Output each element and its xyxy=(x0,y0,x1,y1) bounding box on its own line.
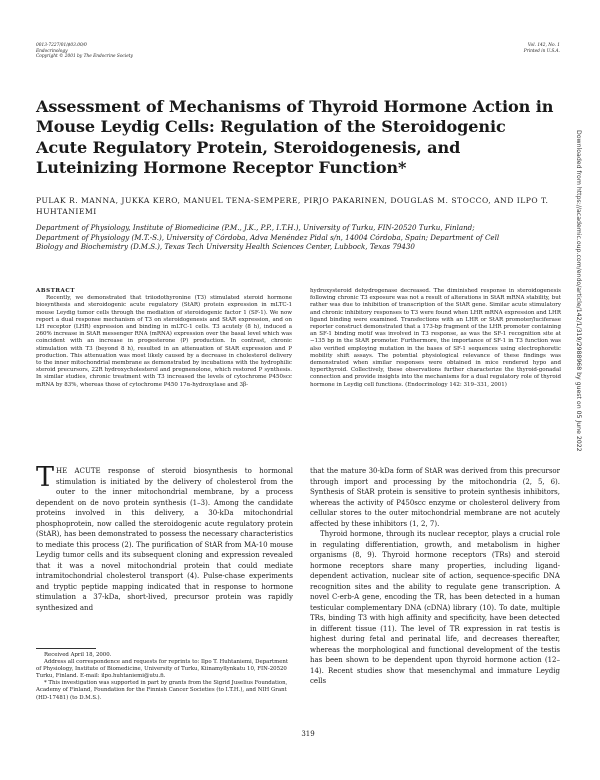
footnote-divider xyxy=(36,648,96,649)
copyright-line: Copyright © 2001 by The Endocrine Society xyxy=(36,54,133,60)
correspondence-note: Address all correspondence and requests for reprints to: Ilpo T. Huhtaniemi, Department of Physiology, Institute of Biomedicine, University of Turku, Kiinamyllynkatu 10, FIN-20520 Turku, Finland. E-mail: ilpo.huhtaniemi@utu.fi. xyxy=(36,659,289,680)
issn-line: 0013-7227/01/$03.00/0 xyxy=(36,43,87,48)
drop-cap: T xyxy=(36,462,55,493)
abstract-heading: ABSTRACT xyxy=(36,288,76,294)
abstract-text-left: Recently, we demonstrated that triiodothyronine (T3) stimulated steroid hormone biosynthesis and steroidogenic acute regulatory (StAR) protein expression in mLTC-1 mouse Leydig tumor cells through the mediation of steroidogenic factor 1 (SF-1). We now report a dual response mechanism of T3 on steroidogenesis and StAR expression, and on LH receptor (LHR) expression and binding in mLTC-1 cells. T3 acutely (8 h), induced a 260% increase in StAR messenger RNA (mRNA) expression over the basal level which was coincident with an increase in progesterone (P) production. In contrast, chronic stimulation with T3 (beyond 8 h), resulted in an attenuation of StAR expression and P production. This attenuation was most likely caused by a decrease in cholesterol delivery to the inner mitochondrial membrane as demonstrated by incubations with the hydrophilic steroid precursors, 22R hydroxycholesterol and pregnenolone, which restored P synthesis. In similar studies, chronic treatment with T3 increased the levels of cytochrome P450scc mRNA by 83%, whereas those of cytochrome P450 17α-hydroxylase and 3β- xyxy=(36,295,292,388)
funding-note: * This investigation was supported in part by grants from the Sigrid Juselius Foundation, Academy of Finland, Foundation for the Finnish Cancer Societies (to I.T.H.), and NIH Grant (HD-17481) (to D.M.S.). xyxy=(36,680,288,701)
running-header-right xyxy=(360,43,560,54)
running-header-left xyxy=(36,43,296,60)
footnotes xyxy=(36,652,293,702)
affiliations: Department of Physiology, Institute of Biomedicine (P.M., J.K., P.P., I.T.H.), University of Turku, FIN-20520 Turku, Finland; Department of Physiology (M.T.-S.), University of Córdoba, Adva Menéndez Pidal s/n, 14004 Córdoba, Spain; Department of Cell Biology and Biochemistry (D.M.S.), Texas Tech University Health Sciences Center, Lubbock, Texas 79430 xyxy=(36,223,500,252)
journal-name: Endocrinology xyxy=(36,48,68,54)
body-paragraph-1: that the mature 30-kDa form of StAR was derived from this precursor through import and processing by the mitochondria (2, 5, 6). Synthesis of StAR protein is sensitive to protein synthesis inhibitors, whereas the activity of P450scc enzyme or cholesterol delivery from cellular stores to the outer mitochondrial membrane are not acutely affected by these inhibitors (1, 2, 7). xyxy=(310,467,560,528)
body-paragraph-2: Thyroid hormone, through its nuclear receptor, plays a crucial role in regulating differentiation, growth, and metabolism in higher organisms (8, 9). Thyroid hormone receptors (TRs) and steroid hormone receptors share many properties, including ligand-dependent activation, nuclear site of action, sequence-specific DNA recognition sites and the ability to regulate gene transcription. A novel C-erb-A gene, encoding the TR, has been detected in a human testicular complementary DNA (cDNA) library (10). To date, multiple TRs, binding T3 with high affinity and specificity, have been detected in different tissue (11). The level of TR expression in rat testis is highest during fetal and perinatal life, and decreases thereafter, whereas the morphological and functional development of the testis has been shown to be dependent upon thyroid hormone action (12–14). Recent studies show that mesenchymal and immature Leydig cells xyxy=(310,530,560,685)
download-watermark xyxy=(572,130,584,750)
abstract-right-column: hydroxysteroid dehydrogenase decreased. The diminished response in steroidogenesis following chronic T3 exposure was not a result of alterations in StAR mRNA stability, but rather was due to inhibition of transcription of the StAR gene. Similar acute stimulatory and chronic inhibitory responses to T3 were found when LHR mRNA expression and LHR ligand binding were examined. Transfections with an LHR or StAR promoter/luciferase reporter construct demonstrated that a 173-bp fragment of the LHR promoter containing an SF-1 binding motif was involved in T3 response, as was the SF-1 recognition site at −135 bp in the StAR promoter. Furthermore, the importance of SF-1 in T3 function was also verified employing mutation in the bases of SF-1 sequences using electrophoretic mobility shift assays. The potential physiological relevance of these findings was demonstrated when similar responses were obtained in mice rendered hypo and hyperthyroid. Collectively, these observations further characterize the thyroid-gonadal connection and provide insights into the mechanisms for a dual regulatory role of thyroid hormone in Leydig cell functions. (Endocrinology 142: 319–331, 2001) xyxy=(310,288,561,388)
abstract-left-column xyxy=(36,288,292,389)
body-right-column xyxy=(310,466,560,687)
body-text-left: HE ACUTE response of steroid biosynthesis to hormonal stimulation is initiated by the delivery of cholesterol from the outer to the inner mitochondrial membrane, by a process dependent on de novo protein synthesis (1–3). Among the candidate proteins involved in this delivery, a 30-kDa mitochondrial phosphoprotein, now called the steroidogenic acute regulatory protein (StAR), has been demonstrated to possess the necessary characteristics to mediate this process (2). The purification of StAR from MA-10 mouse Leydig tumor cells and its subsequent cloning and expression revealed that it was a novel mitochondrial protein that could mediate intramitochondrial cholesterol transport (4). Pulse-chase experiments and tryptic peptide mapping indicated that in response to hormone stimulation a 37-kDa, short-lived, precursor protein was rapidly synthesized and xyxy=(36,467,293,612)
volume-line: Vol. 142, No. 1 xyxy=(527,43,560,48)
download-notice: Downloaded from https://academic.oup.com/endo/article/142/1/319/2988968 by guest on 05 June 2022 xyxy=(575,130,582,452)
body-left-column xyxy=(36,462,293,613)
author-list: PULAK R. MANNA, JUKKA KERO, MANUEL TENA-SEMPERE, PIRJO PAKARINEN, DOUGLAS M. STOCCO, AND ILPO T. HUHTANIEMI xyxy=(36,196,549,216)
printed-line: Printed in U.S.A. xyxy=(523,48,560,54)
received-date: Received April 18, 2000. xyxy=(44,652,112,658)
page-number: 319 xyxy=(301,730,315,738)
article-title: Assessment of Mechanisms of Thyroid Hormone Action in Mouse Leydig Cells: Regulation of the Steroidogenic Acute Regulatory Protein, Steroidogenesis, and Luteinizing Hormone Receptor Function* xyxy=(36,97,554,178)
